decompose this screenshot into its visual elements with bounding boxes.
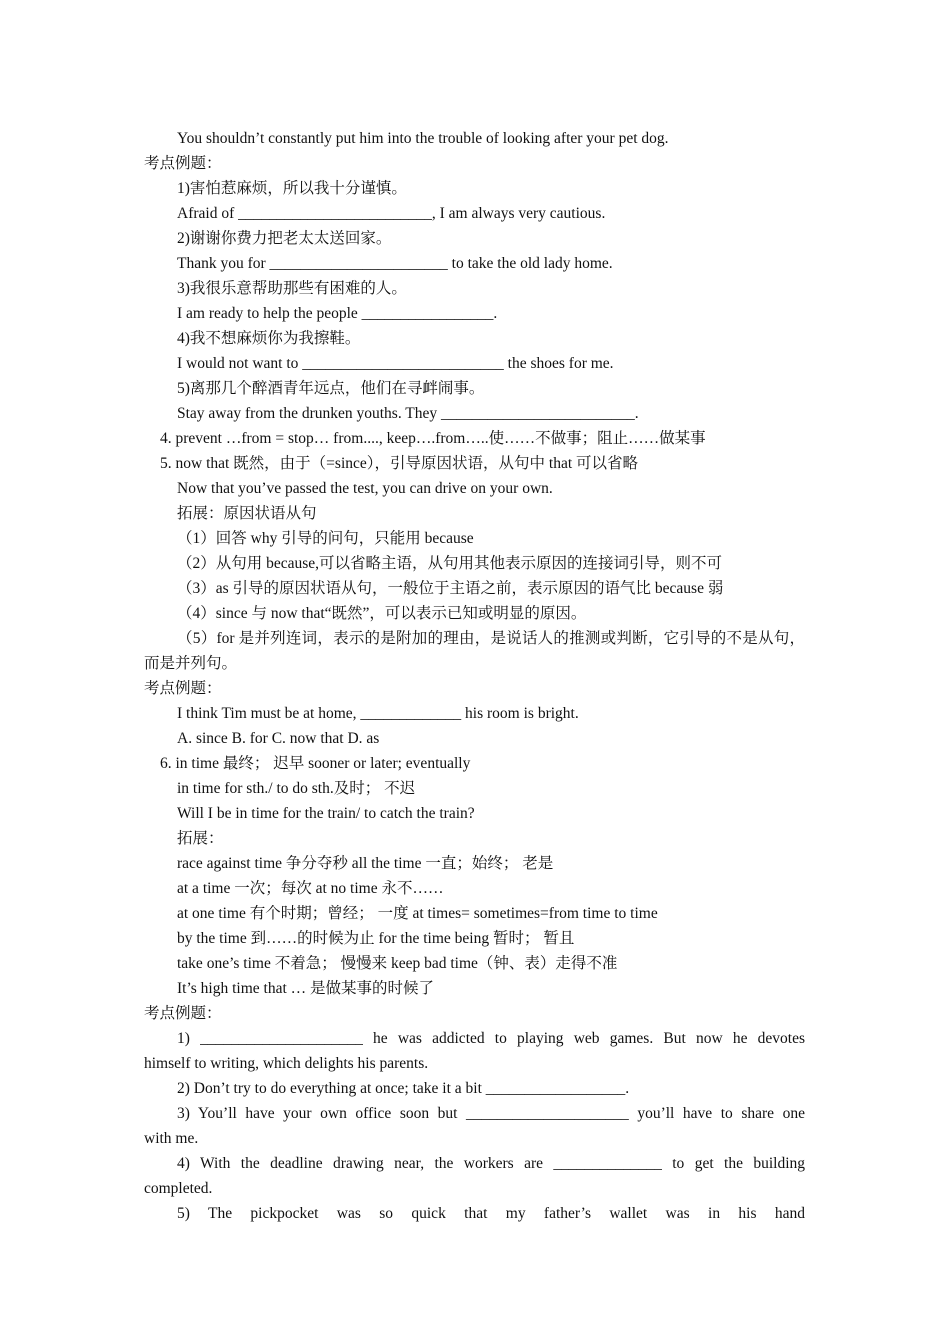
text-line: in time for sth./ to do sth.及时； 不迟: [177, 780, 416, 797]
section-heading: 考点例题：: [144, 1005, 222, 1022]
exercise-line: completed.: [144, 1180, 213, 1197]
exercise-line: Thank you for _______________________ to take the old lady home.: [177, 255, 613, 272]
text-line: 而是并列句。: [144, 655, 238, 672]
text-line: Will I be in time for the train/ to catch the train?: [177, 805, 475, 822]
numbered-item: 6. in time 最终； 迟早 sooner or later; eventually: [160, 755, 471, 772]
exercise-line: 5) The pickpocket was so quick that my father’s wallet was in his hand: [177, 1205, 805, 1222]
text-line: 拓展：原因状语从句: [177, 505, 317, 522]
text-line: 1)害怕惹麻烦，所以我十分谨慎。: [177, 180, 407, 197]
exercise-line: Stay away from the drunken youths. They _________________________.: [177, 405, 639, 422]
exercise-line: Afraid of _________________________, I am always very cautious.: [177, 205, 606, 222]
text-line: 拓展：: [177, 830, 224, 847]
text-line: （4）since 与 now that“既然”，可以表示已知或明显的原因。: [177, 605, 587, 622]
text-line: Now that you’ve passed the test, you can drive on your own.: [177, 480, 553, 497]
text-line: （3）as 引导的原因状语从句，一般位于主语之前，表示原因的语气比 because 弱: [177, 580, 724, 597]
text-line: at a time 一次；每次 at no time 永不……: [177, 880, 444, 897]
text-line: 5)离那几个醉酒青年远点，他们在寻衅闹事。: [177, 380, 485, 397]
text-line: （1）回答 why 引导的问句，只能用 because: [177, 530, 474, 547]
exercise-line: I am ready to help the people _________________.: [177, 305, 498, 322]
text-line: by the time 到……的时候为止 for the time being 暂时； 暂且: [177, 930, 575, 947]
exercise-line: 3) You’ll have your own office soon but _____________________ you’ll have to share one: [177, 1105, 805, 1122]
exercise-line: 4) With the deadline drawing near, the workers are ______________ to get the building: [177, 1155, 805, 1172]
exercise-line: 2) Don’t try to do everything at once; take it a bit __________________.: [177, 1080, 630, 1097]
text-line: 4)我不想麻烦你为我擦鞋。: [177, 330, 361, 347]
text-line: It’s high time that … 是做某事的时候了: [177, 980, 435, 997]
numbered-item: 4. prevent …from = stop… from...., keep….from…..使……不做事；阻止……做某事: [160, 430, 706, 447]
exercise-line: I think Tim must be at home, _____________ his room is bright.: [177, 705, 579, 722]
section-heading: 考点例题：: [144, 155, 222, 172]
text-line: 3)我很乐意帮助那些有困难的人。: [177, 280, 407, 297]
exercise-line: with me.: [144, 1130, 199, 1147]
section-heading: 考点例题：: [144, 680, 222, 697]
text-line: at one time 有个时期；曾经； 一度 at times= sometimes=from time to time: [177, 905, 658, 922]
text-line: 2)谢谢你费力把老太太送回家。: [177, 230, 392, 247]
exercise-line: himself to writing, which delights his parents.: [144, 1055, 429, 1072]
exercise-line: 1) _____________________ he was addicted to playing web games. But now he devotes: [177, 1030, 805, 1047]
text-line: take one’s time 不着急； 慢慢来 keep bad time（钟、表）走得不准: [177, 955, 618, 972]
numbered-item: 5. now that 既然，由于（=since），引导原因状语，从句中 that 可以省略: [160, 455, 639, 472]
text-line: race against time 争分夺秒 all the time 一直；始终； 老是: [177, 855, 554, 872]
exercise-line: I would not want to __________________________ the shoes for me.: [177, 355, 614, 372]
answer-options: A. since B. for C. now that D. as: [177, 730, 380, 747]
text-line: You shouldn’t constantly put him into the trouble of looking after your pet dog.: [177, 130, 669, 147]
text-line: （5）for 是并列连词，表示的是附加的理由，是说话人的推测或判断，它引导的不是从句，: [177, 630, 805, 647]
text-line: （2）从句用 because,可以省略主语，从句用其他表示原因的连接词引导，则不可: [177, 555, 723, 572]
